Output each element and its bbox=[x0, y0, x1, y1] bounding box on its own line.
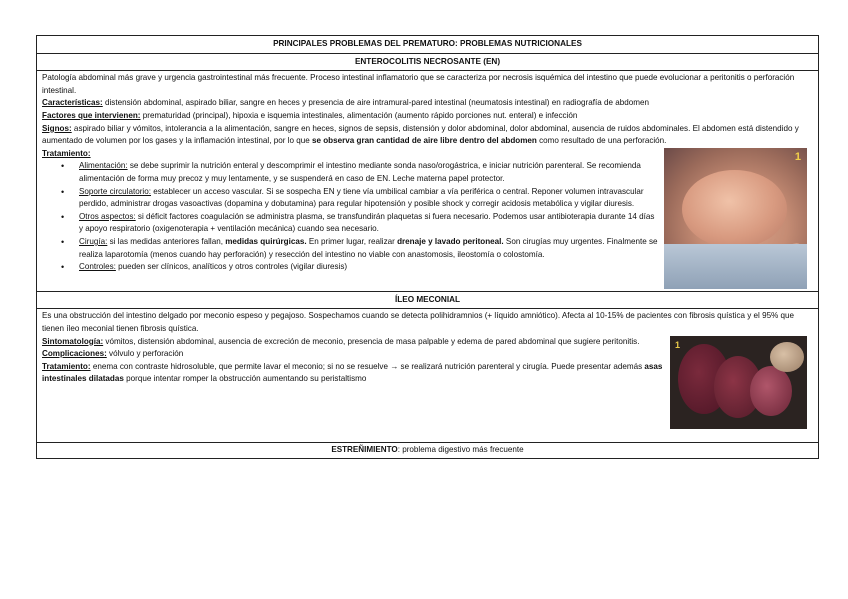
section-body-ileo bbox=[37, 309, 819, 442]
content-table bbox=[36, 35, 819, 459]
en-signos bbox=[42, 123, 813, 148]
tratamiento-label: Tratamiento: bbox=[42, 148, 91, 158]
item-label: Cirugía: bbox=[79, 236, 108, 246]
en-intro: Patología abdominal más grave y urgencia gastrointestinal más frecuente. Proceso intestinal inflamatorio que se caracteriza por necrosis isquémica del intestino que puede evolucionar a peritonitis o perforación intestinal. bbox=[42, 73, 795, 95]
item-label: Controles: bbox=[79, 262, 116, 272]
signos-label: Signos: bbox=[42, 123, 72, 133]
item-label: Soporte circulatorio: bbox=[79, 186, 151, 196]
section-heading-ileo: ÍLEO MECONIAL bbox=[37, 291, 819, 309]
section-heading-en: ENTEROCOLITIS NECROSANTE (EN) bbox=[37, 53, 819, 71]
document bbox=[36, 35, 819, 459]
factores-label: Factores que intervienen: bbox=[42, 110, 141, 120]
sintomatologia-label: Sintomatología: bbox=[42, 336, 104, 346]
item-text: si déficit factores coagulación se administra plasma, se transfundirán plaquetas si fuera necesario. Podemos usar antibioterapia durante 14 días y apoyo respiratorio (oxigenoterapia + ventilación mecánica) cuando sea necesario. bbox=[79, 211, 655, 234]
photo-hand bbox=[770, 342, 804, 372]
tratamiento-list bbox=[42, 160, 813, 273]
list-item bbox=[73, 186, 813, 211]
section-estrenimiento bbox=[37, 442, 819, 459]
item-text: pueden ser clínicos, analíticos y otros controles (vigilar diuresis) bbox=[115, 262, 348, 272]
factores-text: prematuridad (principal), hipoxia e isquemia intestinales, alimentación (aumento rápido porciones nut. enteral) e infección bbox=[140, 110, 578, 120]
signos-tail: como resultado de una perforación. bbox=[536, 136, 667, 146]
item-text: se debe suprimir la nutrición enteral y descomprimir el intestino mediante sonda naso/orogástrica, e iniciar nutrición parenteral. Se recomienda alimentación de forma muy precoz y muy lentamente, y se suspenderá en caso de EN. Leche materna papel protector. bbox=[79, 161, 641, 183]
photo-number: 1 bbox=[675, 339, 681, 350]
list-item bbox=[73, 236, 813, 261]
caracteristicas-text: distensión abdominal, aspirado biliar, sangre en heces y presencia de aire intramural-pared intestinal (neumatosis intestinal) en radiografía de abdomen bbox=[102, 98, 649, 108]
item-text: En primer lugar, realizar bbox=[306, 236, 398, 246]
complicaciones-text: vólvulo y perforación bbox=[106, 349, 184, 359]
estrenimiento-text: : problema digestivo más frecuente bbox=[397, 444, 524, 454]
complicaciones-label: Complicaciones: bbox=[42, 349, 107, 359]
signos-text: aspirado biliar y vómitos, intolerancia a la alimentación, sangre en heces, signos de sepsis, distensión y dolor abdominal, dolor abdominal, ausencia de ruidos abdominales. El abdomen está distendido y aumentado de volumen por los gases y la inflamación intestinal, por lo que bbox=[42, 123, 799, 146]
item-text: establecer un acceso vascular. Si se sospecha EN y tiene vía umbilical cambiar a vía periférica o central. Reponer volumen intravascular perdido, administrar drogas vasoactivas (dopamina y dobutamina) para regular hipotensión y posible shock y corregir acidosis metabólica y vigilar diuresis. bbox=[79, 186, 644, 209]
item-bold: drenaje y lavado peritoneal. bbox=[397, 236, 504, 246]
ileo-tratamiento-tail: porque intentar romper la obstrucción aumentando su peristaltismo bbox=[123, 374, 367, 384]
section-body-en bbox=[37, 71, 819, 292]
photo-number: 1 bbox=[794, 150, 801, 163]
item-text: Son cirugías muy urgentes. Finalmente se realiza laparotomía (menos cuando hay perforación) y resección del intestino no viable con anastomosis, ileostomía o colostomía. bbox=[79, 236, 658, 259]
item-bold: medidas quirúrgicas. bbox=[225, 236, 307, 246]
en-factores bbox=[42, 110, 813, 123]
photo-loop bbox=[750, 366, 792, 416]
item-label: Otros aspectos: bbox=[79, 211, 136, 221]
ileo-intro: Es una obstrucción del intestino delgado por meconio espeso y pegajoso. Sospechamos cuando se detecta polihidramnios (+ líquido amniótico). Afecta al 10-15% de pacientes con fibrosis quística y el 95% que tienen íleo meconial tienen fibrosis quística. bbox=[42, 311, 795, 333]
list-item bbox=[73, 160, 813, 185]
list-item bbox=[73, 211, 813, 236]
item-label: Alimentación: bbox=[79, 161, 128, 171]
sintomatologia-text: vómitos, distensión abdominal, ausencia de excreción de meconio, presencia de masa palpable y edema de pared abdominal que sugiere peritonitis. bbox=[103, 336, 640, 346]
meconium-ileus-photo bbox=[670, 336, 807, 429]
item-text: si las medidas anteriores fallan, bbox=[107, 236, 226, 246]
ileo-tratamiento-bold: asas intestinales dilatadas bbox=[42, 361, 663, 384]
document-title: PRINCIPALES PROBLEMAS DEL PREMATURO: PROBLEMAS NUTRICIONALES bbox=[37, 36, 819, 54]
ileo-tratamiento-label: Tratamiento: bbox=[42, 361, 91, 371]
caracteristicas-label: Características: bbox=[42, 98, 103, 108]
estrenimiento-heading: ESTREÑIMIENTO bbox=[331, 444, 398, 454]
signos-bold: se observa gran cantidad de aire libre dentro del abdomen bbox=[311, 136, 537, 146]
list-item bbox=[73, 261, 813, 274]
en-caracteristicas bbox=[42, 97, 813, 110]
ileo-tratamiento-text: enema con contraste hidrosoluble, que permite lavar el meconio; si no se resuelve → se realizará nutrición parenteral y cirugía. Puede presentar además bbox=[90, 361, 645, 371]
